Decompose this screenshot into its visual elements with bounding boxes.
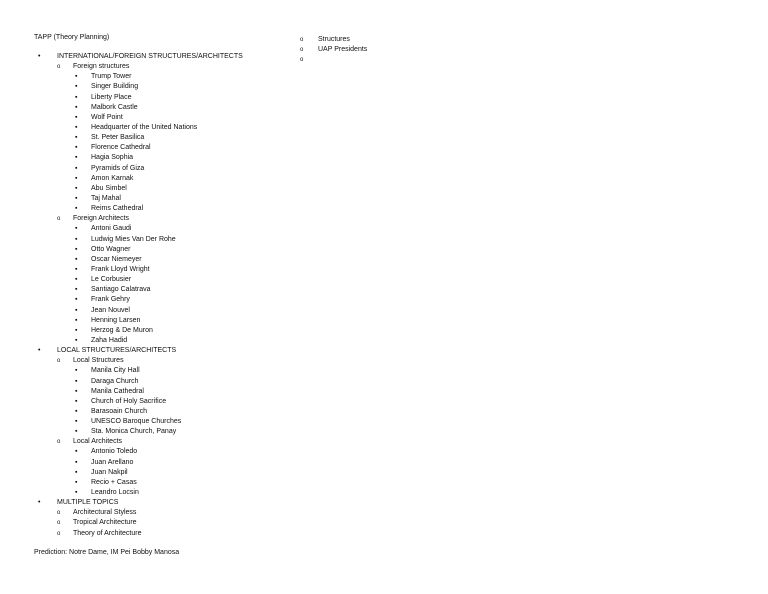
bullet-icon: ▪ bbox=[75, 286, 78, 294]
outline-item-text: Local Structures bbox=[73, 357, 124, 365]
bullet-icon: ▪ bbox=[75, 316, 78, 324]
outline-item-text: Daraga Church bbox=[91, 377, 139, 385]
outline-item-text: Jean Nouvel bbox=[91, 306, 130, 314]
outline-item-text: Foreign Architects bbox=[73, 215, 130, 223]
outline-item-text: Juan Arellano bbox=[91, 458, 134, 466]
outline-item-text: Local Architects bbox=[73, 438, 123, 446]
bullet-icon: ▪ bbox=[75, 306, 78, 314]
outline-item-text: Zaha Hadid bbox=[91, 336, 128, 344]
outline-item-text: Reims Cathedral bbox=[91, 205, 144, 213]
bullet-icon: ▪ bbox=[75, 296, 78, 304]
outline-item-text: Abu Simbel bbox=[91, 184, 127, 192]
bullet-icon: ▪ bbox=[75, 83, 78, 91]
outline-item-text: Frank Lloyd Wright bbox=[91, 265, 150, 273]
outline-item-text: Manila City Hall bbox=[91, 367, 140, 375]
bullet-icon: o bbox=[57, 439, 61, 446]
outline-item-text: Tropical Architecture bbox=[73, 519, 137, 527]
bullet-icon: ▪ bbox=[75, 174, 78, 182]
outline-item-text: Ludwig Mies Van Der Rohe bbox=[91, 235, 176, 243]
outline-item-text: Manila Cathedral bbox=[91, 387, 144, 395]
bullet-icon: o bbox=[57, 64, 61, 71]
outline-item-text: Recio + Casas bbox=[91, 478, 137, 486]
outline-item-text: Singer Building bbox=[91, 83, 139, 91]
bullet-icon: • bbox=[38, 499, 41, 507]
outline-item-text: Oscar Niemeyer bbox=[91, 255, 142, 263]
bullet-icon: ▪ bbox=[75, 93, 78, 101]
outline-item-text: Malbork Castle bbox=[91, 103, 138, 111]
bullet-icon: o bbox=[57, 510, 61, 517]
bullet-icon: ▪ bbox=[75, 154, 78, 162]
bullet-icon: ▪ bbox=[75, 245, 78, 253]
outline-item-text: Antoni Gaudi bbox=[91, 225, 132, 233]
bullet-icon: ▪ bbox=[75, 276, 78, 284]
bullet-icon: ▪ bbox=[75, 134, 78, 142]
bullet-icon: ▪ bbox=[75, 225, 78, 233]
outline-item-text: Hagia Sophia bbox=[91, 154, 134, 162]
outline-item-text: Headquarter of the United Nations bbox=[91, 123, 198, 131]
bullet-icon: ▪ bbox=[75, 144, 78, 152]
bullet-icon: ▪ bbox=[75, 489, 78, 497]
bullet-icon: ▪ bbox=[75, 448, 78, 456]
bullet-icon: ▪ bbox=[75, 103, 78, 111]
outline-item-text: INTERNATIONAL/FOREIGN STRUCTURES/ARCHITECTS bbox=[57, 53, 243, 60]
outline-item-text: LOCAL STRUCTURES/ARCHITECTS bbox=[57, 347, 177, 355]
bullet-icon: ▪ bbox=[75, 458, 78, 466]
bullet-icon: ▪ bbox=[75, 265, 78, 273]
bullet-icon: ▪ bbox=[75, 387, 78, 395]
prediction-note: Prediction: Notre Dame, IM Pei Bobby Manosa bbox=[34, 549, 180, 556]
bullet-icon: ▪ bbox=[75, 367, 78, 375]
bullet-icon: ▪ bbox=[75, 418, 78, 426]
outline-item-text: MULTIPLE TOPICS bbox=[57, 499, 119, 507]
bullet-icon: • bbox=[38, 53, 41, 60]
bullet-icon: ▪ bbox=[75, 73, 78, 81]
bullet-icon: ▪ bbox=[75, 164, 78, 172]
outline-item-text: Florence Cathedral bbox=[91, 144, 151, 152]
outline-item-text: Structures bbox=[318, 36, 350, 43]
outline-item-text: Pyramids of Giza bbox=[91, 164, 145, 172]
bullet-icon: o bbox=[57, 216, 61, 223]
outline-item-text: Otto Wagner bbox=[91, 245, 131, 253]
bullet-icon: ▪ bbox=[75, 407, 78, 415]
outline-item-text: Leandro Locsin bbox=[91, 489, 139, 497]
bullet-icon: o bbox=[57, 530, 61, 537]
outline-item-text: Antonio Toledo bbox=[91, 448, 138, 456]
outline-item-text: St. Peter Basilica bbox=[91, 134, 145, 142]
outline-item-text: UNESCO Baroque Churches bbox=[91, 418, 182, 426]
outline-item-text: Amon Karnak bbox=[91, 174, 134, 182]
bullet-icon: o bbox=[300, 47, 304, 54]
outline-item-text: Barasoain Church bbox=[91, 407, 148, 415]
outline-item-text: Theory of Architecture bbox=[73, 529, 142, 537]
outline-item-text: Church of Holy Sacrifice bbox=[91, 397, 167, 405]
bullet-icon: o bbox=[57, 358, 61, 365]
document-title: TAPP (Theory Planning) bbox=[34, 34, 110, 41]
bullet-icon: ▪ bbox=[75, 428, 78, 436]
bullet-icon: ▪ bbox=[75, 123, 78, 131]
bullet-icon: ▪ bbox=[75, 194, 78, 202]
bullet-icon: ▪ bbox=[75, 468, 78, 476]
outline-item-text: Trump Tower bbox=[91, 73, 132, 81]
bullet-icon: o bbox=[57, 520, 61, 527]
bullet-icon: ▪ bbox=[75, 336, 78, 344]
bullet-icon: ▪ bbox=[75, 184, 78, 192]
outline-item-text: Henning Larsen bbox=[91, 316, 141, 324]
bullet-icon: ▪ bbox=[75, 235, 78, 243]
outline-item-text: Taj Mahal bbox=[91, 194, 121, 202]
outline-item-text: Frank Gehry bbox=[91, 296, 130, 304]
outline-item-text: Juan Nakpil bbox=[91, 468, 128, 476]
outline-item-text: Santiago Calatrava bbox=[91, 286, 151, 294]
bullet-icon: o bbox=[300, 57, 304, 64]
bullet-icon: o bbox=[300, 37, 304, 43]
bullet-icon: ▪ bbox=[75, 205, 78, 213]
bullet-icon: ▪ bbox=[75, 255, 78, 263]
outline-item-text: Architectural Styless bbox=[73, 509, 137, 517]
outline-item-text: Wolf Point bbox=[91, 113, 123, 121]
outline-item-text: Herzog & De Muron bbox=[91, 326, 153, 334]
outline-item-text: Foreign structures bbox=[73, 63, 130, 71]
bullet-icon: ▪ bbox=[75, 377, 78, 385]
bullet-icon: ▪ bbox=[75, 113, 78, 121]
bullet-icon: ▪ bbox=[75, 478, 78, 486]
outline-item-text: Le Corbusier bbox=[91, 276, 132, 284]
bullet-icon: ▪ bbox=[75, 326, 78, 334]
outline-item-text: UAP Presidents bbox=[318, 46, 368, 54]
bullet-icon: ▪ bbox=[75, 397, 78, 405]
outline-item-text: Liberty Place bbox=[91, 93, 132, 101]
outline-item-text: Sta. Monica Church, Panay bbox=[91, 428, 177, 436]
bullet-icon: • bbox=[38, 347, 41, 355]
